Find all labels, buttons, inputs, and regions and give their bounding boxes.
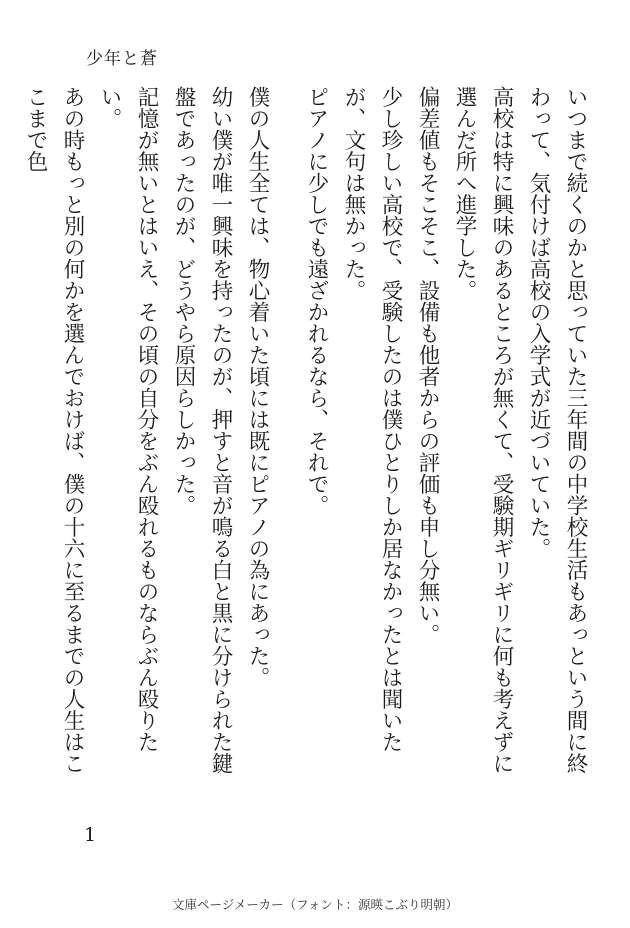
paragraph: ピアノに少しでも遠ざかれるなら、それで。 bbox=[304, 86, 329, 516]
paragraph: 高校は特に興味のあるところが無くて、受験期ギリギリに何も考えずに選んだ所へ進学した。 bbox=[452, 86, 514, 774]
paragraph: 幼い僕が唯一興味を持ったのが、押すと音が鳴る白と黒に分けられた鍵盤であったのが、どうやら原因らしかった。 bbox=[171, 86, 233, 774]
paragraph: 少し珍しい高校で、受験したのは僕ひとりしか居なかったとは聞いたが、文句は無かった。 bbox=[341, 86, 403, 753]
paragraph: 偏差値もそこそこ、設備も他者からの評価も申し分無い。 bbox=[415, 86, 440, 645]
body-text bbox=[17, 86, 594, 786]
page-title: 少年と蒼 bbox=[86, 49, 158, 69]
paragraph: いつまで続くのかと思っていた三年間の中学校生活もあっという間に終わって、気付けば高校の入学式が近づいていた。 bbox=[526, 86, 588, 774]
paragraph: 僕の人生全ては、物心着いた頃には既にピアノの為にあった。 bbox=[245, 86, 270, 688]
page-number: 1 bbox=[84, 824, 97, 846]
paragraph: あの時もっと別の何かを選んでおけば、僕の十六に至るまでの人生はここまで色 bbox=[23, 86, 85, 774]
paragraph: 記憶が無いとはいえ、その頃の自分をぶん殴れるものならぶん殴りたい。 bbox=[97, 86, 159, 753]
paragraph-gap bbox=[276, 86, 298, 786]
footer-credit: 文庫ページメーカー（フォント：源暎こぶり明朝） bbox=[171, 897, 458, 912]
